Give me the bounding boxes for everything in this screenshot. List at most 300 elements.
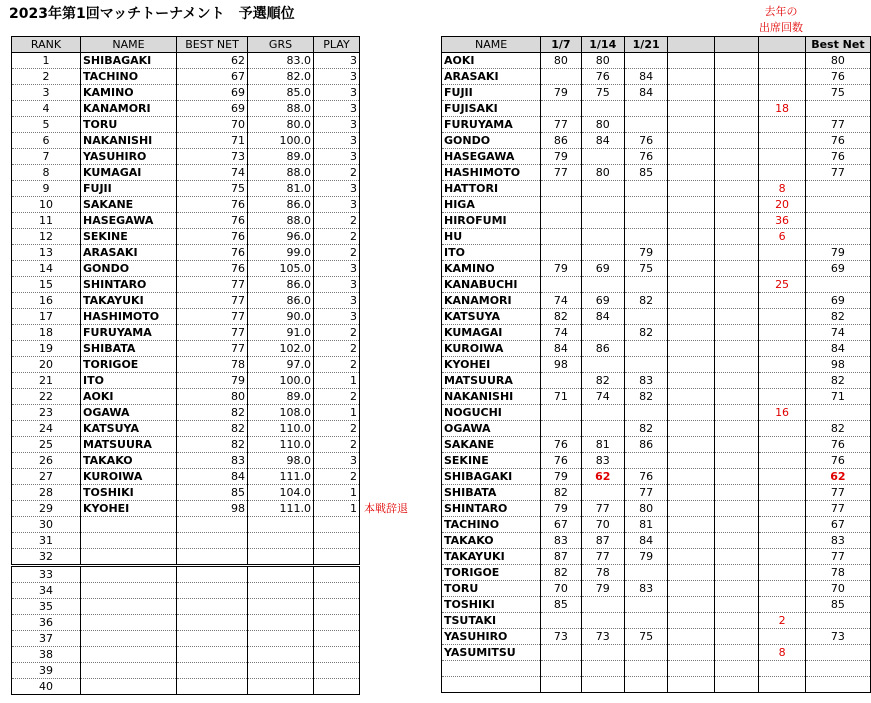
table-cell [624, 197, 667, 213]
table-cell: 82 [624, 421, 667, 437]
table-row [12, 117, 360, 133]
last-year-attendance-note [753, 4, 809, 36]
table-row [12, 631, 360, 647]
column-header [668, 37, 715, 53]
table-cell: 4 [12, 101, 81, 117]
table-row [12, 165, 360, 181]
table-row [12, 679, 360, 695]
table-cell: 20 [759, 197, 806, 213]
table-cell: 81 [581, 437, 624, 453]
table-cell [177, 533, 248, 549]
table-cell [714, 213, 758, 229]
table-cell: 74 [581, 389, 624, 405]
table-cell: ARASAKI [442, 69, 541, 85]
table-cell [541, 613, 581, 629]
table-cell [714, 181, 758, 197]
table-row [442, 293, 871, 309]
table-cell: MATSUURA [81, 437, 177, 453]
table-cell [248, 549, 314, 566]
table-cell [759, 533, 806, 549]
table-cell [624, 101, 667, 117]
table-cell [759, 469, 806, 485]
table-cell: 77 [541, 117, 581, 133]
table-cell: 2 [314, 165, 360, 181]
table-cell: KUMAGAI [81, 165, 177, 181]
table-cell: 23 [12, 405, 81, 421]
table-cell [759, 373, 806, 389]
table-cell: 82 [805, 373, 870, 389]
table-cell [668, 309, 715, 325]
table-cell [81, 631, 177, 647]
table-cell: 8 [759, 645, 806, 661]
table-cell [581, 645, 624, 661]
table-cell [248, 615, 314, 631]
table-cell [81, 679, 177, 695]
table-cell: TORU [81, 117, 177, 133]
table-cell: 88.0 [248, 213, 314, 229]
table-cell: KUMAGAI [442, 325, 541, 341]
table-cell [541, 373, 581, 389]
table-cell: 29 [12, 501, 81, 517]
table-cell: 74 [541, 325, 581, 341]
table-cell [177, 599, 248, 615]
table-cell: KATSUYA [442, 309, 541, 325]
table-cell [668, 517, 715, 533]
table-row [12, 69, 360, 85]
table-row [442, 677, 871, 693]
table-cell [624, 277, 667, 293]
table-cell: 88.0 [248, 101, 314, 117]
table-cell: 77 [624, 485, 667, 501]
table-cell: 75 [581, 85, 624, 101]
table-row [12, 373, 360, 389]
table-cell [759, 357, 806, 373]
table-cell [177, 647, 248, 663]
table-cell [668, 293, 715, 309]
table-cell [581, 357, 624, 373]
table-cell [714, 69, 758, 85]
table-cell: 82 [541, 309, 581, 325]
table-cell [714, 261, 758, 277]
table-row [12, 357, 360, 373]
table-cell: NAKANISHI [442, 389, 541, 405]
table-row [12, 469, 360, 485]
table-cell: TAKAKO [442, 533, 541, 549]
table-cell: 3 [314, 293, 360, 309]
table-cell: 25 [759, 277, 806, 293]
table-cell: 111.0 [248, 469, 314, 485]
table-row [442, 197, 871, 213]
table-cell [541, 645, 581, 661]
table-cell [668, 421, 715, 437]
table-row [12, 229, 360, 245]
table-row [12, 453, 360, 469]
table-cell [714, 421, 758, 437]
table-cell [541, 421, 581, 437]
table-cell: 76 [177, 229, 248, 245]
table-cell [314, 599, 360, 615]
table-cell: 3 [314, 181, 360, 197]
table-row [12, 533, 360, 549]
table-cell: 79 [581, 581, 624, 597]
table-cell: 84 [541, 341, 581, 357]
table-cell: 74 [541, 293, 581, 309]
table-cell [668, 181, 715, 197]
table-cell: 83 [541, 533, 581, 549]
table-cell: 80 [177, 389, 248, 405]
table-cell: SAKANE [81, 197, 177, 213]
table-cell [668, 197, 715, 213]
table-cell: SHINTARO [81, 277, 177, 293]
table-row [442, 69, 871, 85]
table-row [12, 181, 360, 197]
table-cell [624, 677, 667, 693]
table-row [442, 661, 871, 677]
table-cell [714, 533, 758, 549]
table-cell: 70 [541, 581, 581, 597]
table-cell: 80 [541, 53, 581, 69]
table-cell [714, 405, 758, 421]
table-cell [759, 437, 806, 453]
table-cell: 36 [759, 213, 806, 229]
table-cell: 77 [805, 485, 870, 501]
table-cell [668, 389, 715, 405]
table-cell: 1 [314, 485, 360, 501]
table-cell [714, 629, 758, 645]
table-cell [581, 149, 624, 165]
table-cell: 76 [805, 437, 870, 453]
table-cell: 111.0 [248, 501, 314, 517]
table-cell: 80 [581, 117, 624, 133]
table-cell [759, 581, 806, 597]
table-cell [81, 615, 177, 631]
table-cell [81, 549, 177, 566]
table-row [12, 485, 360, 501]
table-row [442, 357, 871, 373]
table-cell: 67 [177, 69, 248, 85]
table-cell [714, 357, 758, 373]
table-cell [668, 213, 715, 229]
table-cell: 2 [314, 325, 360, 341]
table-cell [759, 629, 806, 645]
table-cell: 78 [805, 565, 870, 581]
table-cell [668, 117, 715, 133]
table-cell: AOKI [442, 53, 541, 69]
table-cell: 77 [805, 165, 870, 181]
table-cell: 84 [581, 309, 624, 325]
table-cell [314, 679, 360, 695]
table-cell [581, 213, 624, 229]
table-cell: 71 [177, 133, 248, 149]
table-row [12, 197, 360, 213]
table-cell: SEKINE [81, 229, 177, 245]
table-cell: 75 [177, 181, 248, 197]
table-row [442, 213, 871, 229]
table-cell: 79 [624, 245, 667, 261]
column-header: Best Net [805, 37, 870, 53]
table-cell [805, 197, 870, 213]
table-cell: 62 [581, 469, 624, 485]
table-cell [668, 549, 715, 565]
table-cell [759, 677, 806, 693]
table-cell [581, 277, 624, 293]
table-cell: 2 [12, 69, 81, 85]
table-cell: 76 [541, 437, 581, 453]
table-cell: MATSUURA [442, 373, 541, 389]
table-cell: 85 [177, 485, 248, 501]
table-cell: SEKINE [442, 453, 541, 469]
table-cell: 67 [805, 517, 870, 533]
table-cell: 31 [12, 533, 81, 549]
table-row [12, 261, 360, 277]
table-cell [81, 566, 177, 583]
table-cell: 18 [759, 101, 806, 117]
table-cell: 75 [624, 261, 667, 277]
table-cell [81, 663, 177, 679]
table-cell: 87 [581, 533, 624, 549]
table-row [442, 325, 871, 341]
table-cell: KAMINO [81, 85, 177, 101]
table-cell [668, 373, 715, 389]
table-cell: 69 [805, 261, 870, 277]
table-cell [624, 117, 667, 133]
column-header: 1/14 [581, 37, 624, 53]
table-cell [668, 533, 715, 549]
table-cell: 76 [624, 149, 667, 165]
table-cell [759, 517, 806, 533]
table-row [12, 517, 360, 533]
table-cell: 19 [12, 341, 81, 357]
table-cell [759, 85, 806, 101]
table-cell [541, 229, 581, 245]
table-cell: 84 [624, 85, 667, 101]
table-cell: 2 [314, 469, 360, 485]
table-cell: 24 [12, 421, 81, 437]
table-cell [177, 583, 248, 599]
table-cell: 2 [759, 613, 806, 629]
table-cell [714, 645, 758, 661]
table-cell: 5 [12, 117, 81, 133]
table-cell [805, 229, 870, 245]
table-cell: 84 [624, 533, 667, 549]
table-row [442, 629, 871, 645]
table-cell [581, 597, 624, 613]
column-header [759, 37, 806, 53]
table-cell [248, 679, 314, 695]
table-cell: 108.0 [248, 405, 314, 421]
table-cell [714, 133, 758, 149]
table-cell [581, 101, 624, 117]
table-row [442, 469, 871, 485]
table-cell: ITO [81, 373, 177, 389]
table-cell: 75 [805, 85, 870, 101]
table-cell: 80 [805, 53, 870, 69]
table-cell: 3 [314, 453, 360, 469]
table-cell: 1 [314, 405, 360, 421]
table-cell: 76 [541, 453, 581, 469]
table-cell: 79 [624, 549, 667, 565]
table-cell [81, 533, 177, 549]
table-cell: 27 [12, 469, 81, 485]
table-row [442, 133, 871, 149]
table-cell [541, 661, 581, 677]
table-row [442, 597, 871, 613]
table-cell: 2 [314, 341, 360, 357]
table-cell [714, 229, 758, 245]
table-cell [314, 663, 360, 679]
table-cell [759, 501, 806, 517]
table-cell [541, 277, 581, 293]
table-cell: 11 [12, 213, 81, 229]
table-cell: 91.0 [248, 325, 314, 341]
table-cell [668, 581, 715, 597]
table-row [442, 149, 871, 165]
table-cell [314, 583, 360, 599]
table-cell: 98 [805, 357, 870, 373]
table-cell [668, 645, 715, 661]
table-cell: 6 [759, 229, 806, 245]
table-row [12, 245, 360, 261]
table-cell: HIROFUMI [442, 213, 541, 229]
table-cell [177, 615, 248, 631]
table-cell: TACHINO [81, 69, 177, 85]
table-cell: 3 [314, 277, 360, 293]
table-cell [314, 549, 360, 566]
table-cell: 33 [12, 566, 81, 583]
table-row [12, 549, 360, 566]
table-cell: 40 [12, 679, 81, 695]
table-cell: 2 [314, 213, 360, 229]
table-cell [177, 631, 248, 647]
table-row [12, 599, 360, 615]
table-cell: TAKAYUKI [81, 293, 177, 309]
table-row [442, 501, 871, 517]
table-row [12, 663, 360, 679]
table-row [442, 421, 871, 437]
table-cell: 76 [624, 133, 667, 149]
table-cell: 82.0 [248, 69, 314, 85]
table-cell: 105.0 [248, 261, 314, 277]
table-cell: KANAMORI [81, 101, 177, 117]
table-cell: 80.0 [248, 117, 314, 133]
table-cell [805, 405, 870, 421]
table-cell: KYOHEI [442, 357, 541, 373]
table-cell: 83 [624, 373, 667, 389]
table-cell [248, 663, 314, 679]
table-cell [177, 517, 248, 533]
table-cell: 76 [624, 469, 667, 485]
table-row [442, 277, 871, 293]
table-cell: 82 [624, 389, 667, 405]
table-cell [668, 149, 715, 165]
table-cell: 83 [805, 533, 870, 549]
table-cell: 79 [541, 149, 581, 165]
column-header: PLAY [314, 37, 360, 53]
table-cell [442, 677, 541, 693]
table-cell: 82 [805, 309, 870, 325]
table-cell: 3 [314, 309, 360, 325]
table-row [442, 181, 871, 197]
table-cell [759, 341, 806, 357]
table-cell: 69 [581, 293, 624, 309]
table-cell: 77 [541, 165, 581, 181]
table-cell [624, 565, 667, 581]
table-cell: 98 [541, 357, 581, 373]
table-cell: 87 [541, 549, 581, 565]
table-cell: 84 [624, 69, 667, 85]
table-cell: 82 [177, 421, 248, 437]
table-cell [581, 229, 624, 245]
table-cell: 86.0 [248, 277, 314, 293]
table-cell: 62 [177, 53, 248, 69]
table-cell: TOSHIKI [442, 597, 541, 613]
table-cell [714, 149, 758, 165]
table-cell [581, 485, 624, 501]
table-cell: 6 [12, 133, 81, 149]
note-line: 去年の [764, 5, 798, 18]
table-row [442, 165, 871, 181]
table-row [442, 101, 871, 117]
table-cell: 8 [12, 165, 81, 181]
table-cell: 98.0 [248, 453, 314, 469]
table-cell: 3 [314, 117, 360, 133]
table-cell [714, 469, 758, 485]
table-cell: 86.0 [248, 293, 314, 309]
table-cell: 16 [12, 293, 81, 309]
table-cell [668, 597, 715, 613]
table-cell: 76 [177, 261, 248, 277]
table-cell [541, 101, 581, 117]
table-cell: 26 [12, 453, 81, 469]
table-cell: 8 [759, 181, 806, 197]
table-cell: 2 [314, 389, 360, 405]
table-cell [581, 677, 624, 693]
table-cell: FUJII [442, 85, 541, 101]
table-cell [714, 101, 758, 117]
table-cell: GONDO [442, 133, 541, 149]
table-cell: 34 [12, 583, 81, 599]
table-row [442, 581, 871, 597]
table-cell [541, 405, 581, 421]
table-cell [668, 485, 715, 501]
table-cell [714, 565, 758, 581]
table-cell: 76 [805, 133, 870, 149]
table-cell: 84 [581, 133, 624, 149]
table-cell [541, 197, 581, 213]
table-cell [714, 325, 758, 341]
table-cell: 82 [177, 405, 248, 421]
table-cell: 20 [12, 357, 81, 373]
table-cell: 25 [12, 437, 81, 453]
table-cell: 86 [581, 341, 624, 357]
table-cell [714, 373, 758, 389]
table-cell: 79 [541, 261, 581, 277]
table-cell: 1 [12, 53, 81, 69]
table-cell: 2 [314, 421, 360, 437]
table-cell [714, 501, 758, 517]
table-cell: 3 [314, 53, 360, 69]
table-cell: 77 [177, 341, 248, 357]
table-cell [248, 631, 314, 647]
table-cell: NOGUCHI [442, 405, 541, 421]
table-cell [668, 101, 715, 117]
table-cell [624, 645, 667, 661]
table-cell [248, 647, 314, 663]
table-row [442, 117, 871, 133]
table-cell [714, 517, 758, 533]
table-cell [805, 277, 870, 293]
table-cell [668, 677, 715, 693]
